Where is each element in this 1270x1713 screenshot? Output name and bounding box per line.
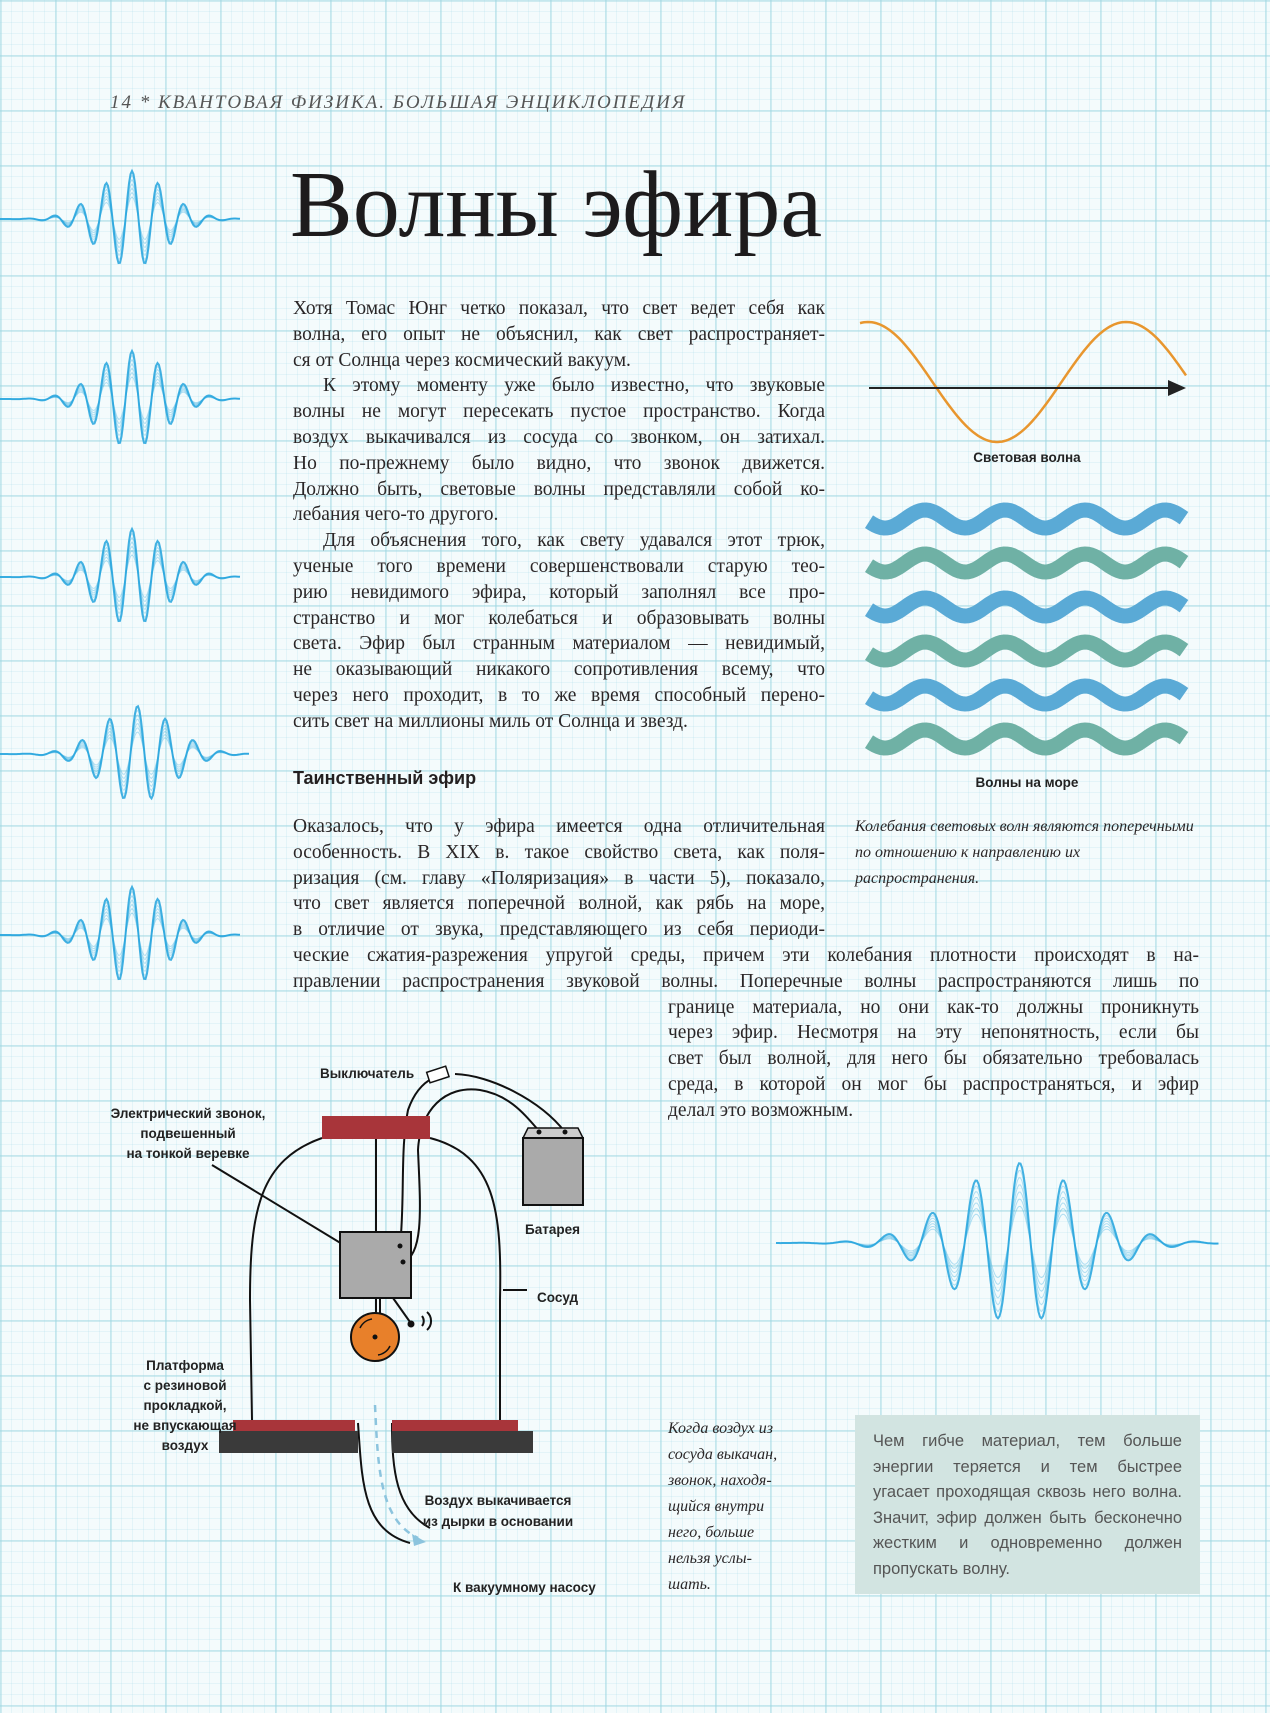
text-line: Для объяснения того, как свету удавался этот трюк, xyxy=(323,530,825,552)
caption-line: него, больше xyxy=(668,1524,755,1541)
label-line: из дырки в основании xyxy=(422,1514,574,1529)
platform-base xyxy=(392,1431,533,1453)
text-line: правлении распространения звуковой волны. Поперечные волны распространяются лишь по xyxy=(293,970,1199,992)
text-line: делал это возможным. xyxy=(668,1099,854,1121)
text-line: Должно быть, световые волны представляли собой ко- xyxy=(293,478,825,500)
sea-wave xyxy=(869,686,1184,704)
text-line: странство и мог колебаться и образовывать волны xyxy=(293,607,825,629)
section-heading: Таинственный эфир xyxy=(293,768,477,788)
wave-packet xyxy=(776,1163,1219,1318)
wave-packet xyxy=(0,351,240,443)
text-line: через эфир. Несмотря на эту непонятность, если бы xyxy=(668,1022,1199,1044)
text-line: света. Эфир был странным материалом — невидимый, xyxy=(293,633,825,655)
label-line: воздух xyxy=(161,1438,209,1453)
bell-label xyxy=(108,1104,268,1164)
caption-line: нельзя услы- xyxy=(668,1550,752,1567)
text-line: Хотя Томас Юнг четко показал, что свет ведет себя как xyxy=(293,298,825,319)
sea-wave xyxy=(869,554,1184,572)
top-seal xyxy=(322,1116,430,1139)
sea-wave xyxy=(869,642,1184,660)
battery-icon xyxy=(523,1138,583,1205)
text-line: что свет является поперечной волной, как рябь на море, xyxy=(293,893,825,915)
text-line: воздух выкачивался из сосуда со звонком, он затихал. xyxy=(293,427,825,448)
hammer xyxy=(393,1298,410,1322)
text-line: волна, его опыт не объяснил, как свет распространяет- xyxy=(293,323,825,345)
sea-wave xyxy=(869,730,1184,748)
label-line: Электрический звонок, xyxy=(110,1106,266,1121)
text-line: ученые того времени совершенствовали старую тео- xyxy=(293,556,825,577)
text-line: ся от Солнца через космический вакуум. xyxy=(293,349,631,371)
label-line: с резиновой xyxy=(143,1378,227,1393)
air-out-label xyxy=(418,1490,578,1532)
battery-top xyxy=(523,1128,583,1138)
label-line: подвешенный xyxy=(140,1126,236,1141)
sea-wave xyxy=(869,598,1184,616)
pump-label: К вакуумному насосу xyxy=(453,1580,596,1595)
text-line: особенность. В XIX в. такое свойство света, как поля- xyxy=(293,841,825,863)
caption-line: звонок, находя- xyxy=(668,1472,772,1489)
text-line: Но по-прежнему было видно, что звонок движется. xyxy=(293,452,825,474)
sea-waves-label: Волны на море xyxy=(975,775,1079,790)
text-line: ческие сжатия-разрежения упругой среды, причем эти колебания плотности происходят в на- xyxy=(293,945,1199,966)
text-line: в отличие от звука, представляющего из себя периоди- xyxy=(293,919,825,941)
sea-waves-figure xyxy=(869,500,1189,760)
label-line: не впускающая xyxy=(133,1418,237,1433)
text-line: Оказалось, что у эфира имеется одна отличительная xyxy=(293,816,825,837)
vessel-outline xyxy=(250,1138,322,1420)
bell-box xyxy=(340,1232,411,1298)
text-line: ризация (см. главу «Поляризация» в части 5), показало, xyxy=(293,867,825,889)
text-line: среда, в которой он мог бы распространяться, и эфир xyxy=(668,1074,1199,1095)
text-line: рию невидимого эфира, который заполнял все про- xyxy=(293,581,825,603)
caption-line: Когда воздух из xyxy=(668,1420,774,1437)
label-line: Платформа xyxy=(146,1358,224,1373)
rubber-pad xyxy=(233,1420,355,1431)
text-line: через него проходит, в то же время способный перено- xyxy=(293,685,825,706)
text-line: свет был волной, для него бы обязательно требовалась xyxy=(668,1048,1199,1070)
label-line: на тонкой веревке xyxy=(126,1146,250,1161)
platform-label xyxy=(120,1356,250,1456)
wave-packet xyxy=(0,706,249,798)
label-line: прокладкой, xyxy=(143,1398,227,1413)
text-line: не оказывающий никакого сопротивления всему, что xyxy=(293,659,825,681)
pointer-arrow xyxy=(212,1165,352,1250)
text-line: К этому моменту уже было известно, что звуковые xyxy=(323,375,825,397)
switch-icon xyxy=(427,1066,449,1083)
wave-packet xyxy=(0,529,240,621)
caption-line: сосуда выкачан, xyxy=(668,1446,778,1463)
sidebar-note: Чем гибче материал, тем больше энергии теряется и тем быстрее угасает проходящая сквозь него волна. Значит, эфир должен быть бесконечно жестким и одновременно должен пропускать волну. xyxy=(855,1415,1200,1594)
arrow-head-icon xyxy=(1168,380,1186,396)
vessel-label: Сосуд xyxy=(537,1290,579,1305)
figure-caption: Колебания световых волн являются поперечными по отношению к направлению их распространения. xyxy=(855,818,1194,887)
running-head: 14 * КВАНТОВАЯ ФИЗИКА. БОЛЬШАЯ ЭНЦИКЛОПЕДИЯ xyxy=(110,92,687,113)
diagram-caption xyxy=(668,1416,808,1598)
wire xyxy=(403,1089,540,1262)
rubber-pad xyxy=(392,1420,518,1431)
wave-packet xyxy=(0,887,240,979)
light-wave-curve xyxy=(860,322,1186,442)
page-title: Волны эфира xyxy=(290,153,823,257)
caption-line: шать. xyxy=(668,1576,711,1593)
vessel-outline-right xyxy=(430,1138,500,1420)
wire xyxy=(400,1078,433,1246)
sound-icon xyxy=(422,1312,431,1330)
text-line: волны не могут пересекать пустое пространство. Когда xyxy=(293,401,825,423)
battery-label: Батарея xyxy=(525,1222,580,1237)
text-line: лебания чего-то другого. xyxy=(293,504,499,526)
light-wave-label: Световая волна xyxy=(973,450,1081,465)
sea-wave xyxy=(869,510,1184,528)
wave-packet xyxy=(0,171,240,263)
switch-label: Выключатель xyxy=(320,1066,415,1081)
text-line: сить свет на миллионы миль от Солнца и звезд. xyxy=(293,710,688,732)
caption-line: щийся внутри xyxy=(668,1498,765,1515)
text-line: границе материала, но они как-то должны проникнуть xyxy=(668,996,1199,1018)
label-line: Воздух выкачивается xyxy=(424,1493,572,1508)
light-wave-figure xyxy=(860,300,1200,460)
